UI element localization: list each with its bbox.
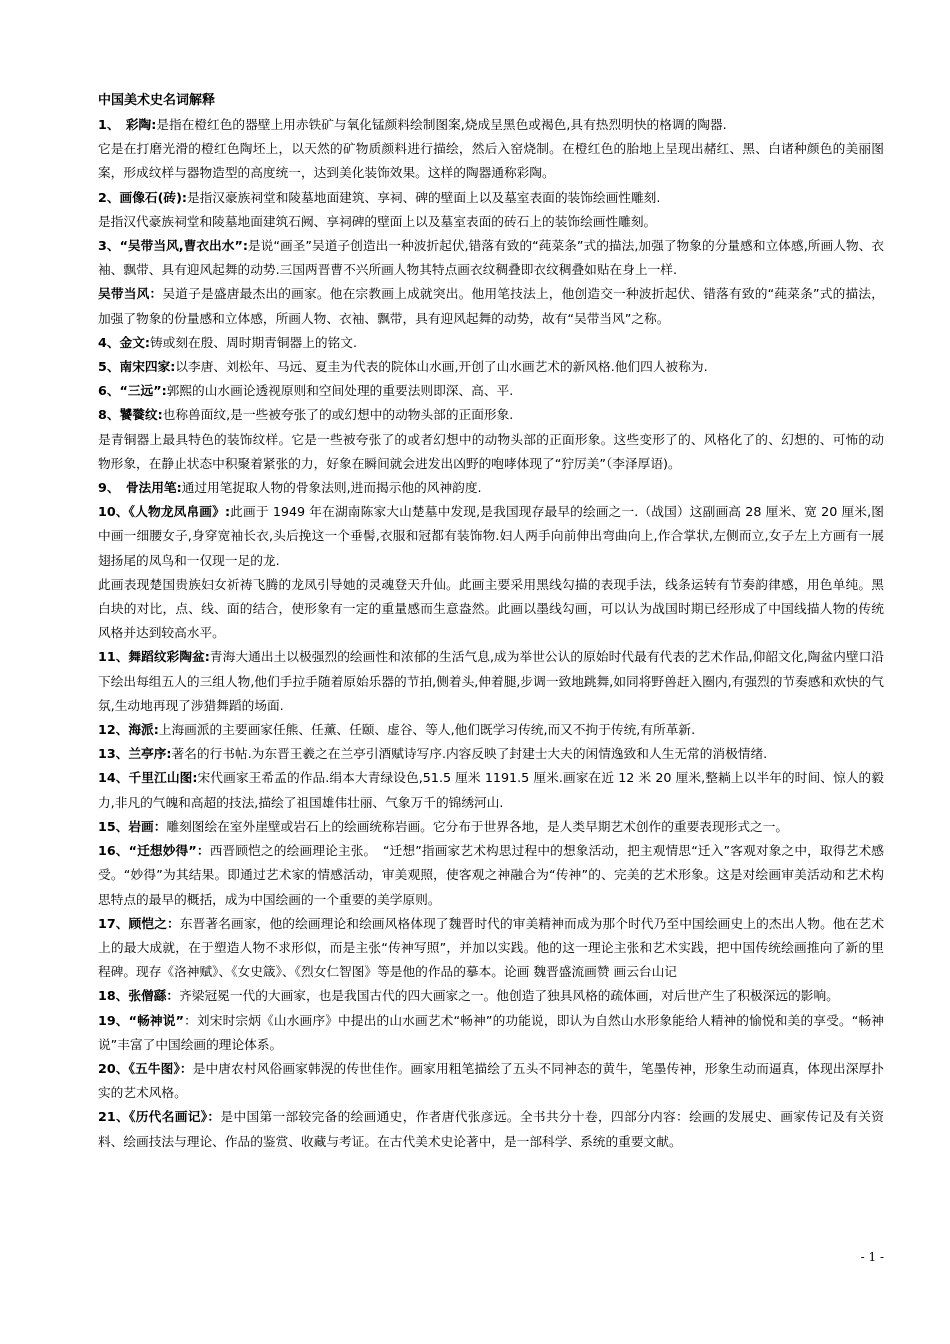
entry-term: 14、千里江山图: (98, 770, 198, 786)
entry-term: 吴带当风： (98, 286, 163, 302)
entry-term: 15、岩画： (98, 818, 167, 834)
entry-paragraph (98, 186, 884, 210)
entry-paragraph (98, 1105, 884, 1153)
entry-text: 著名的行书帖.为东晋王羲之在兰亭引酒赋诗写序.内容反映了封建士大夫的闲情逸致和人生无常的消极情绪. (171, 746, 768, 762)
entry-paragraph (98, 379, 884, 403)
entry-text: 吴道子是盛唐最杰出的画家。他在宗教画上成就突出。他用笔技法上，他创造交一种波折起伏、错落有致的“莼菜条”式的描法，加强了物象的份量感和立体感，所画人物、衣袖、飘带，具有迎风起舞的动势，故有“吴带当风”之称。 (98, 286, 884, 326)
entry-paragraph (98, 137, 884, 185)
entry-paragraph (98, 742, 884, 766)
entry-term: 6、“三远”: (98, 383, 167, 399)
entry-term: 19、“畅神说” (98, 1012, 184, 1028)
entry-text: 此画于 1949 年在湖南陈家大山楚墓中发现,是我国现存最早的绘画之一.（战国）这副画高 28 厘米、宽 20 厘米,图中画一细腰女子,身穿宽袖长衣,头后挽这一个垂髻,衣服和冠都有装饰物.妇人两手向前伸出弯曲向上,作合掌状,左侧而立,女子左上方画有一展翅扬尾的凤鸟和一仅现一足的龙. (98, 504, 884, 568)
entry-text: 通过用笔捉取人物的骨象法则,进而揭示他的风神韵度. (181, 480, 482, 496)
entry-text: 以李唐、刘松年、马远、夏圭为代表的院体山水画,开创了山水画艺术的新风格.他们四人被称为. (175, 359, 708, 375)
entry-paragraph (98, 428, 884, 476)
entry-paragraph (98, 355, 884, 379)
entry-term: 11、舞蹈纹彩陶盆: (98, 649, 210, 665)
entry-text: 是指汉豪族祠堂和陵墓地面建筑、享祠、碑的壁面上以及墓室表面的装饰绘画性雕刻. (186, 189, 661, 205)
entry-paragraph (98, 500, 884, 573)
entry-paragraph (98, 476, 884, 500)
entry-term: 8、饕餮纹: (98, 407, 163, 423)
entry-paragraph (98, 210, 884, 234)
entry-paragraph (98, 766, 884, 814)
entry-paragraph (98, 815, 884, 839)
entry-term: 13、兰亭序: (98, 746, 172, 762)
entry-paragraph (98, 645, 884, 718)
entry-text: 青海大通出土以极强烈的绘画性和浓郁的生活气息,成为举世公认的原始时代最有代表的艺术作品,仰韶文化,陶盆内壁口沿下绘出每组五人的三组人物,他们手拉手随着原始乐器的节拍,侧着头,伸着腿,步调一致地跳舞,如同将野兽赶入圈内,有强烈的节奏感和欢快的气氛,生动地再现了涉猎舞蹈的场面. (98, 649, 884, 713)
entry-text: ：刘宋时宗炳《山水画序》中提出的山水画艺术“畅神”的功能说，即认为自然山水形象能给人精神的愉悦和美的享受。“畅神说”丰富了中国绘画的理论体系。 (98, 1012, 884, 1052)
entry-text: 上海画派的主要画家任熊、任薰、任颐、虚谷、等人,他们既学习传统,而又不拘于传统,有所革新. (158, 722, 696, 738)
entry-text: 宋代画家王希孟的作品.绢本大青绿设色,51.5 厘米 1191.5 厘米.画家在近 12 米 20 厘米,整耥上以半年的时间、惊人的毅力,非凡的气魄和高超的技法,描绘了祖国雄伟壮丽、气象万千的锦绣河山. (98, 770, 884, 810)
entry-paragraph (98, 718, 884, 742)
entry-term: 21、《历代名画记》： (98, 1109, 221, 1125)
entry-text: 也称兽面纹,是一些被夸张了的或幻想中的动物头部的正面形象. (162, 407, 514, 423)
entry-paragraph (98, 234, 884, 282)
entry-term: 1、 彩陶: (98, 117, 157, 132)
entry-term: 20、《五牛图》： (98, 1060, 193, 1076)
entry-text: 它是在打磨光滑的橙红色陶坯上，以天然的矿物质颜料进行描绘，然后入窑烧制。在橙红色的胎地上呈现出赭红、黑、白诸种颜色的美丽图案，形成纹样与器物造型的高度统一，达到美化装饰效果。这样的陶器通称彩陶。 (98, 141, 884, 181)
entry-paragraph (98, 113, 884, 137)
entry-text: 是中唐农村风俗画家韩滉的传世佳作。画家用粗笔描绘了五头不同神态的黄牛，笔墨传神，形象生动而逼真，体现出深厚扑实的艺术风格。 (98, 1060, 884, 1101)
entry-term: 4、金文: (98, 334, 150, 350)
entry-text: 是青铜器上最具特色的装饰纹样。它是一些被夸张了的或者幻想中的动物头部的正面形象。这些变形了的、风格化了的、幻想的、可怖的动物形象，在静止状态中积聚着紧张的力，好象在瞬间就会进发出凶野的咆哮体现了“狞厉美”（李泽厚语)。 (98, 431, 884, 471)
entry-term: 9、 骨法用笔: (98, 480, 182, 496)
entry-text: 雕刻图绘在室外崖壁或岩石上的绘画统称岩画。它分布于世界各地，是人类早期艺术创作的重要表现形式之一。 (166, 818, 789, 834)
entry-text: 齐梁冠冕一代的大画家，也是我国古代的四大画家之一。他创造了独具风格的疏体画，对后世产生了积极深远的影响。 (179, 988, 839, 1004)
entry-term: 3、“吴带当风,曹衣出水”: (98, 238, 248, 254)
entry-text: 是中国第一部较完备的绘画通史，作者唐代张彦远。全书共分十卷，四部分内容：绘画的发展史、画家传记及有关资料、绘画技法与理论、作品的鉴赏、收藏与考证。在古代美术史论著中，是一部科学、系统的重要文献。 (98, 1109, 884, 1149)
entry-paragraph (98, 1009, 884, 1057)
entry-term: 12、海派: (98, 722, 159, 738)
document-page (98, 90, 884, 1154)
entry-term: 16、“迁想妙得”： (98, 843, 210, 859)
entry-text: 此画表现楚国贵族妇女祈祷飞腾的龙凤引导她的灵魂登天升仙。此画主要采用黑线勾描的表现手法，线条运转有节奏韵律感，用色单纯。黑白块的对比，点、线、面的结合，使形象有一定的重量感而生意盎然。此画以墨线勾画，可以认为战国时期已经形成了中国线描人物的传统风格并达到较高水平。 (98, 576, 884, 641)
entry-term: 5、南宋四家: (98, 359, 176, 375)
page-number: - 1 - (860, 1250, 884, 1264)
entry-text: 东晋著名画家，他的绘画理论和绘画风格体现了魏晋时代的审美精神而成为那个时代乃至中国绘画史上的杰出人物。他在艺术上的最大成就，在于塑造人物不求形似，而是主张“传神写照”，并加以实践。他的这一理论主张和艺术实践，把中国传统绘画推向了新的里程碑。现存《洛神赋》、《女史箴》、《烈女仁智图》等是他的作品的摹本。论画 魏晋盛流画赞 画云台山记 (98, 915, 885, 980)
entry-text: 是指在橙红色的器壁上用赤铁矿与氧化锰颜料绘制图案,烧成呈黑色或褐色,具有热烈明快的格调的陶器. (156, 117, 727, 132)
entry-term: 10、《人物龙凤帛画》: (98, 504, 231, 520)
entry-text: 郭熙的山水画论透视原则和空间处理的重要法则即深、高、平. (166, 383, 514, 399)
entry-text: 是指汉代豪族祠堂和陵墓地面建筑石阙、享祠碑的壁面上以及墓室表面的砖石上的装饰绘画性雕刻。 (98, 213, 657, 229)
entry-paragraph (98, 573, 884, 646)
entry-list (98, 113, 884, 1154)
entry-term: 18、张僧繇： (98, 988, 180, 1004)
entry-text: 西晋顾恺之的绘画理论主张。 “迁想”指画家艺术构思过程中的想象活动，把主观情思“迁入”客观对象之中，取得艺术感受。“妙得”为其结果。即通过艺术家的情感活动，审美观照，使客观之神融合为“传神”的、完美的艺术形象。这是对绘画审美活动和艺术构思特点的最早的概括，成为中国绘画的一个重要的美学原则。 (98, 843, 884, 907)
entry-paragraph (98, 912, 884, 985)
entry-paragraph (98, 984, 884, 1008)
entry-paragraph (98, 282, 884, 330)
entry-term: 17、顾恺之： (98, 915, 180, 931)
entry-term: 2、画像石(砖): (98, 189, 187, 205)
entry-paragraph (98, 839, 884, 912)
entry-paragraph (98, 331, 884, 355)
document-title: 中国美术史名词解释 (98, 93, 216, 108)
entry-text: 铸或刻在殷、周时期青铜器上的铭文. (149, 334, 358, 350)
entry-paragraph (98, 403, 884, 427)
entry-text: 是说“画圣”吴道子创造出一种波折起伏,错落有致的“莼菜条”式的描法,加强了物象的分量感和立体感,所画人物、衣袖、飘带、具有迎风起舞的动势.三国两晋曹不兴所画人物其特点画衣纹稠叠即衣纹稠叠如贴在身上一样. (98, 238, 885, 278)
entry-paragraph (98, 1057, 884, 1105)
